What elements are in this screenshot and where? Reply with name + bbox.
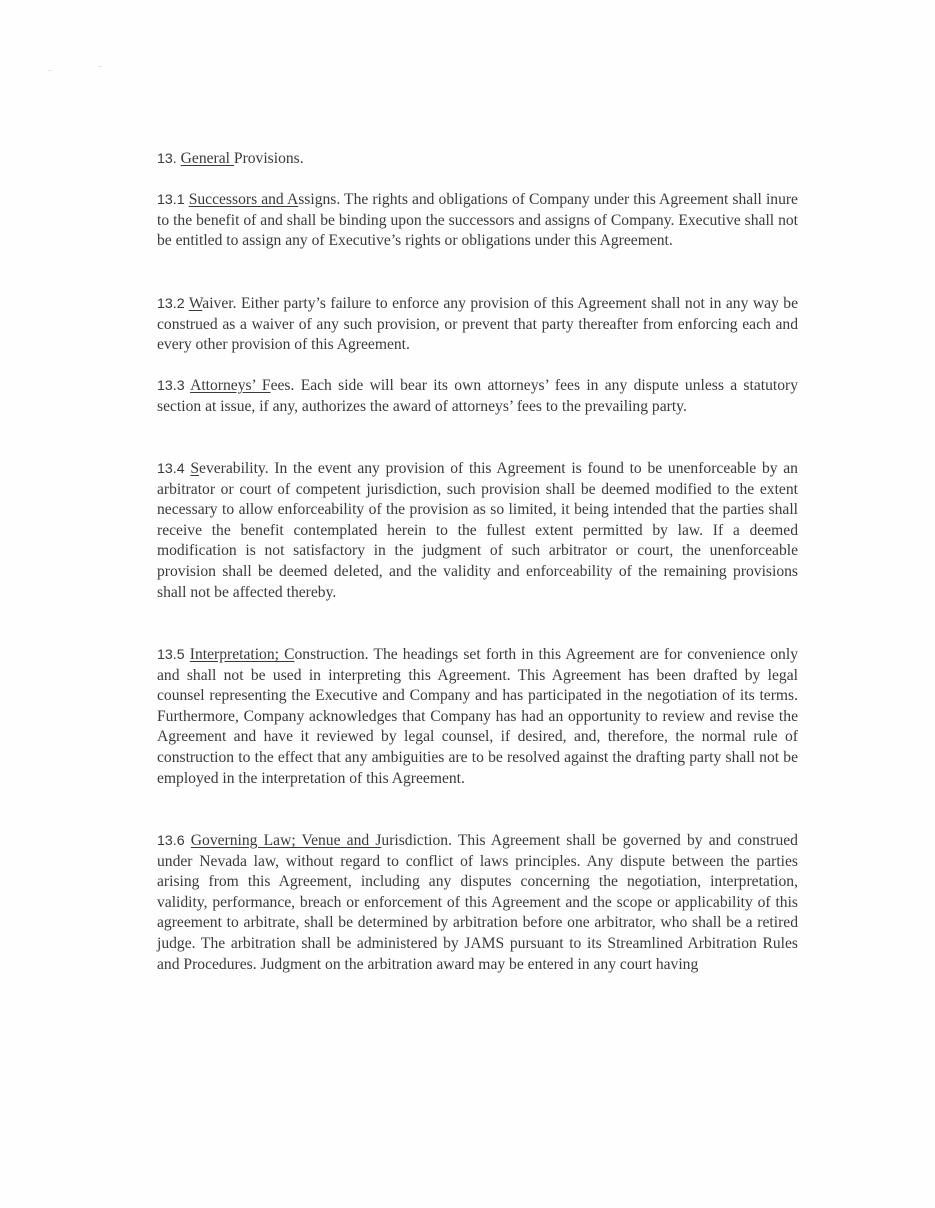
clause-title-rest: everability. bbox=[199, 460, 269, 477]
clause-number: 13.1 bbox=[157, 192, 185, 208]
clause-title-rest: urisdiction. bbox=[381, 832, 452, 849]
clause-body: The rights and obligations of Company under this Agreement shall inure to the benefit of and shall be binding upon the successors and assigns of Company. Executive shall not be entitled to assign any of Executive’s rights or obligations under this Agreement. bbox=[157, 191, 798, 250]
clause-body: The headings set forth in this Agreement are for convenience only and shall not be used in interpreting this Agreement. This Agreement has been drafted by legal counsel representing the Executive and Company and has participated in the negotiation of its terms. Furthermore, Company acknowledges that Company has had an opportunity to review and revise the Agreement and have it reviewed by legal counsel, if desired, and, therefore, the normal rule of construction to the effect that any ambiguities are to be resolved against the drafting party shall not be employed in the interpretation of this Agreement. bbox=[157, 646, 798, 787]
clause-successors-and-assigns bbox=[157, 190, 798, 252]
section-heading bbox=[157, 149, 798, 170]
clause-title-underlined: Governing Law; Venue and J bbox=[190, 832, 382, 849]
scan-artifact bbox=[48, 70, 52, 71]
clause-number: 13.3 bbox=[157, 378, 185, 394]
clause-body: This Agreement shall be governed by and construed under Nevada law, without regard to conflict of laws principles. Any dispute between the parties arising from this Agreement, including any disputes concerning the negotiation, interpretation, validity, performance, breach or enforcement of this Agreement and the scope or applicability of this agreement to arbitrate, shall be determined by arbitration before one arbitrator, who shall be a retired judge. The arbitration shall be administered by JAMS pursuant to its Streamlined Arbitration Rules and Procedures. Judgment on the arbitration award may be entered in any court having bbox=[157, 832, 798, 973]
heading-title-underlined: General bbox=[180, 150, 234, 167]
clause-waiver bbox=[157, 294, 798, 356]
clause-title-underlined: Successors and A bbox=[188, 191, 299, 208]
clause-attorneys-fees bbox=[157, 376, 798, 417]
clause-body: Each side will bear its own attorneys’ fees in any dispute unless a statutory section at issue, if any, authorizes the award of attorneys’ fees to the prevailing party. bbox=[157, 377, 798, 415]
clause-title-rest: onstruction. bbox=[294, 646, 369, 663]
heading-number: 13. bbox=[157, 151, 177, 167]
clause-body: Either party’s failure to enforce any provision of this Agreement shall not in any way be construed as a waiver of any such provision, or prevent that party thereafter from enforcing each and every other provision of this Agreement. bbox=[157, 295, 798, 354]
clause-title-rest: aiver. bbox=[202, 295, 237, 312]
clause-title-underlined: S bbox=[190, 460, 200, 477]
clause-title-rest: ees. bbox=[270, 377, 295, 394]
heading-title-rest: Provisions. bbox=[233, 150, 304, 167]
clause-severability bbox=[157, 459, 798, 603]
scan-artifact bbox=[98, 66, 102, 67]
clause-governing-law bbox=[157, 831, 798, 975]
document-body bbox=[157, 149, 798, 973]
clause-number: 13.4 bbox=[157, 461, 185, 477]
clause-number: 13.6 bbox=[157, 833, 185, 849]
clause-title-rest: ssigns. bbox=[298, 191, 341, 208]
clause-number: 13.5 bbox=[157, 647, 185, 663]
clause-title-underlined: Attorneys’ F bbox=[190, 377, 271, 394]
clause-title-underlined: W bbox=[188, 295, 203, 312]
clause-interpretation-construction bbox=[157, 645, 798, 789]
clause-number: 13.2 bbox=[157, 296, 185, 312]
clause-title-underlined: Interpretation; C bbox=[189, 646, 295, 663]
clause-body: In the event any provision of this Agreement is found to be unenforceable by an arbitrator or court of competent jurisdiction, such provision shall be deemed modified to the extent necessary to allow enforceability of the provision as so limited, it being intended that the parties shall receive the benefit contemplated herein to the fullest extent permitted by law. If a deemed modification is not satisfactory in the judgment of such arbitrator or court, the unenforceable provision shall be deemed deleted, and the validity and enforceability of the remaining provisions shall not be affected thereby. bbox=[157, 460, 798, 601]
